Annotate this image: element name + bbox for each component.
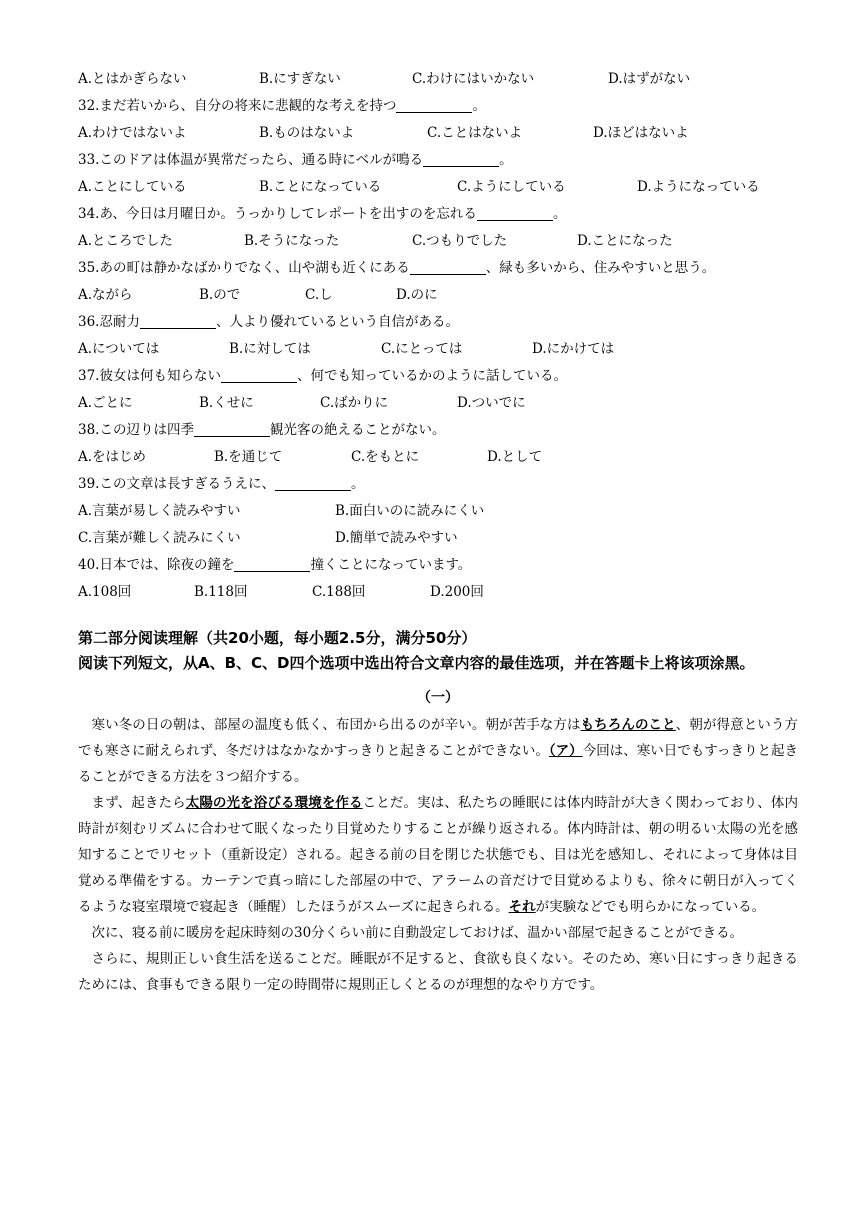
question-34-options <box>78 228 798 255</box>
paragraph-text: ことだ。実は、私たちの睡眠には体内時計が大きく関わっており、体内時計が刻むリズムに合わせて眠くなったり目覚めたりすることが繰り返される。体内時計は、朝の明るい太陽の光を感知することでリセット（重新设定）される。起きる前の目を閉じた状態でも、目は光を感知し、それによって身体は目覚める準備をする。カーテンで真っ暗にした部屋の中で、アラームの音だけで目覚めるよりも、徐々に朝日が入ってくるような寝室環境で寝起き（睡醒）したほうがスムーズに起きられる。 <box>78 795 799 915</box>
exam-page <box>78 66 798 998</box>
option-d[interactable]: D.ほどはないよ <box>593 125 689 141</box>
option-c[interactable]: C.188回 <box>312 584 366 600</box>
stem-text-end: 、人より優れているという自信がある。 <box>215 314 459 330</box>
question-35-stem <box>78 255 798 282</box>
question-40-stem <box>78 552 798 579</box>
question-32-stem <box>78 93 798 120</box>
answer-blank <box>396 96 472 113</box>
underlined-word: それ <box>508 899 536 915</box>
answer-blank <box>410 258 486 275</box>
stem-text: 35.あの町は静かなばかりでなく、山や湖も近くにある <box>78 260 410 276</box>
stem-text: 40.日本では、除夜の鐘を <box>78 557 235 573</box>
option-a[interactable]: A.ながら <box>78 287 133 303</box>
question-36-stem <box>78 309 798 336</box>
passage-paragraph-4: さらに、規則正しい食生活を送ることだ。睡眠が不足すると、食欲も良くない。そのため、寒い日にすっきり起きるためには、食事もできる限り一定の時間帯に規則正しくとるのが理想的なやり方です。 <box>78 951 798 993</box>
option-b[interactable]: B.そうになった <box>244 233 340 249</box>
answer-blank <box>423 150 499 167</box>
answer-blank <box>477 204 553 221</box>
question-35-options <box>78 282 798 309</box>
question-37-options <box>78 390 798 417</box>
option-b[interactable]: B.ことになっている <box>259 179 382 195</box>
stem-text-end: 、緑も多いから、住みやすいと思う。 <box>485 260 716 276</box>
question-31-options <box>78 66 798 93</box>
option-b[interactable]: B.に対しては <box>229 341 311 357</box>
option-b[interactable]: B.を通じて <box>214 449 283 465</box>
paragraph-text: が実験などでも明らかになっている。 <box>535 899 766 915</box>
stem-text-end: 撞くことになっています。 <box>310 557 472 573</box>
question-40-options <box>78 579 798 606</box>
option-c[interactable]: C.言葉が難しく読みにくい <box>78 530 241 546</box>
stem-text-end: 観光客の絶えることがない。 <box>269 422 446 438</box>
passage-paragraph-2 <box>78 790 798 920</box>
stem-text: 33.このドアは体温が異常だったら、通る時にベルが鳴る <box>78 152 424 168</box>
passage-1-title: （一） <box>417 690 459 706</box>
question-38-stem <box>78 417 798 444</box>
option-d[interactable]: D.簡単で読みやすい <box>335 530 458 546</box>
paragraph-text: 、朝が得意という方でも寒さに耐えられず、冬だけはなかなかすっきりと起きることができない。 <box>78 717 798 759</box>
option-a[interactable]: A.ごとに <box>78 395 133 411</box>
paragraph-text: 今回は、寒い日でもすっきりと起きることができる方法を３つ紹介する。 <box>78 743 799 785</box>
option-a[interactable]: A.とはかぎらない <box>78 71 187 87</box>
option-c[interactable]: C.ようにしている <box>457 179 566 195</box>
option-b[interactable]: B.面白いのに読みにくい <box>335 503 485 519</box>
option-c[interactable]: C.ばかりに <box>320 395 389 411</box>
option-b[interactable]: B.118回 <box>194 584 248 600</box>
question-33-stem <box>78 147 798 174</box>
answer-blank <box>221 366 297 383</box>
option-d[interactable]: D.200回 <box>430 584 484 600</box>
question-37-stem <box>78 363 798 390</box>
option-c[interactable]: C.し <box>305 287 333 303</box>
stem-text: 38.この辺りは四季 <box>78 422 194 438</box>
stem-text-end: 。 <box>552 206 567 222</box>
option-a[interactable]: A.わけではないよ <box>78 125 187 141</box>
option-c[interactable]: C.にとっては <box>381 341 463 357</box>
stem-text: 37.彼女は何も知らない <box>78 368 221 384</box>
paragraph-text: まず、起きたら <box>91 795 186 811</box>
option-a[interactable]: A.ところでした <box>78 233 173 249</box>
option-d[interactable]: D.として <box>487 449 543 465</box>
question-34-stem <box>78 201 798 228</box>
stem-text: 32.まだ若いから、自分の将来に悲観的な考えを持つ <box>78 98 397 114</box>
underlined-phrase: 太陽の光を浴びる環境を作る <box>185 795 363 811</box>
answer-blank <box>275 474 351 491</box>
question-32-options <box>78 120 798 147</box>
option-d[interactable]: D.ついでに <box>457 395 526 411</box>
option-b[interactable]: B.ので <box>199 287 241 303</box>
stem-text: 39.この文章は長すぎるうえに、 <box>78 476 275 492</box>
option-d[interactable]: D.ことになった <box>577 233 673 249</box>
option-a[interactable]: A.については <box>78 341 160 357</box>
option-a[interactable]: A.をはじめ <box>78 449 147 465</box>
stem-text-end: 、何でも知っているかのように話している。 <box>296 368 567 384</box>
option-a[interactable]: A.ことにしている <box>78 179 187 195</box>
question-39-options-row2 <box>78 525 798 552</box>
stem-text-end: 。 <box>350 476 365 492</box>
option-d[interactable]: D.のに <box>396 287 438 303</box>
stem-text: 34.あ、今日は月曜日か。うっかりしてレポートを出すのを忘れる <box>78 206 477 222</box>
underlined-phrase: もちろんのこと <box>580 717 676 733</box>
option-c[interactable]: C.つもりでした <box>412 233 508 249</box>
blank-marker-a: （ア） <box>548 743 583 759</box>
option-d[interactable]: D.にかけては <box>532 341 615 357</box>
section-2-instruction: 阅读下列短文，从A、B、C、D四个选项中选出符合文章内容的最佳选项，并在答题卡上将该项涂黑。 <box>78 654 755 672</box>
option-b[interactable]: B.にすぎない <box>259 71 341 87</box>
option-d[interactable]: D.はずがない <box>608 71 691 87</box>
answer-blank <box>234 555 310 572</box>
option-a[interactable]: A.108回 <box>78 584 132 600</box>
question-38-options <box>78 444 798 471</box>
passage-paragraph-3: 次に、寝る前に暖房を起床時刻の30分くらい前に自動設定しておけば、温かい部屋で起きることができる。 <box>91 925 744 941</box>
answer-blank <box>140 312 216 329</box>
option-b[interactable]: B.ものはないよ <box>259 125 355 141</box>
answer-blank <box>194 420 270 437</box>
paragraph-text: 寒い冬の日の朝は、部屋の温度も低く、布団から出るのが辛い。朝が苦手な方は <box>91 717 581 733</box>
question-33-options <box>78 174 798 201</box>
question-39-stem <box>78 471 798 498</box>
stem-text-end: 。 <box>499 152 513 168</box>
passage-paragraph-1 <box>78 712 798 790</box>
question-36-options <box>78 336 798 363</box>
option-c[interactable]: C.ことはないよ <box>427 125 523 141</box>
option-a[interactable]: A.言葉が易しく読みやすい <box>78 503 241 519</box>
option-c[interactable]: C.をもとに <box>351 449 420 465</box>
option-d[interactable]: D.ようになっている <box>637 179 760 195</box>
option-c[interactable]: C.わけにはいかない <box>412 71 535 87</box>
section-2-title: 第二部分阅读理解（共20小题，每小题2.5分，满分50分） <box>78 629 477 647</box>
question-39-options-row1 <box>78 498 798 525</box>
option-b[interactable]: B.くせに <box>199 395 254 411</box>
stem-text: 36.忍耐力 <box>78 314 140 330</box>
stem-text-end: 。 <box>472 98 486 114</box>
